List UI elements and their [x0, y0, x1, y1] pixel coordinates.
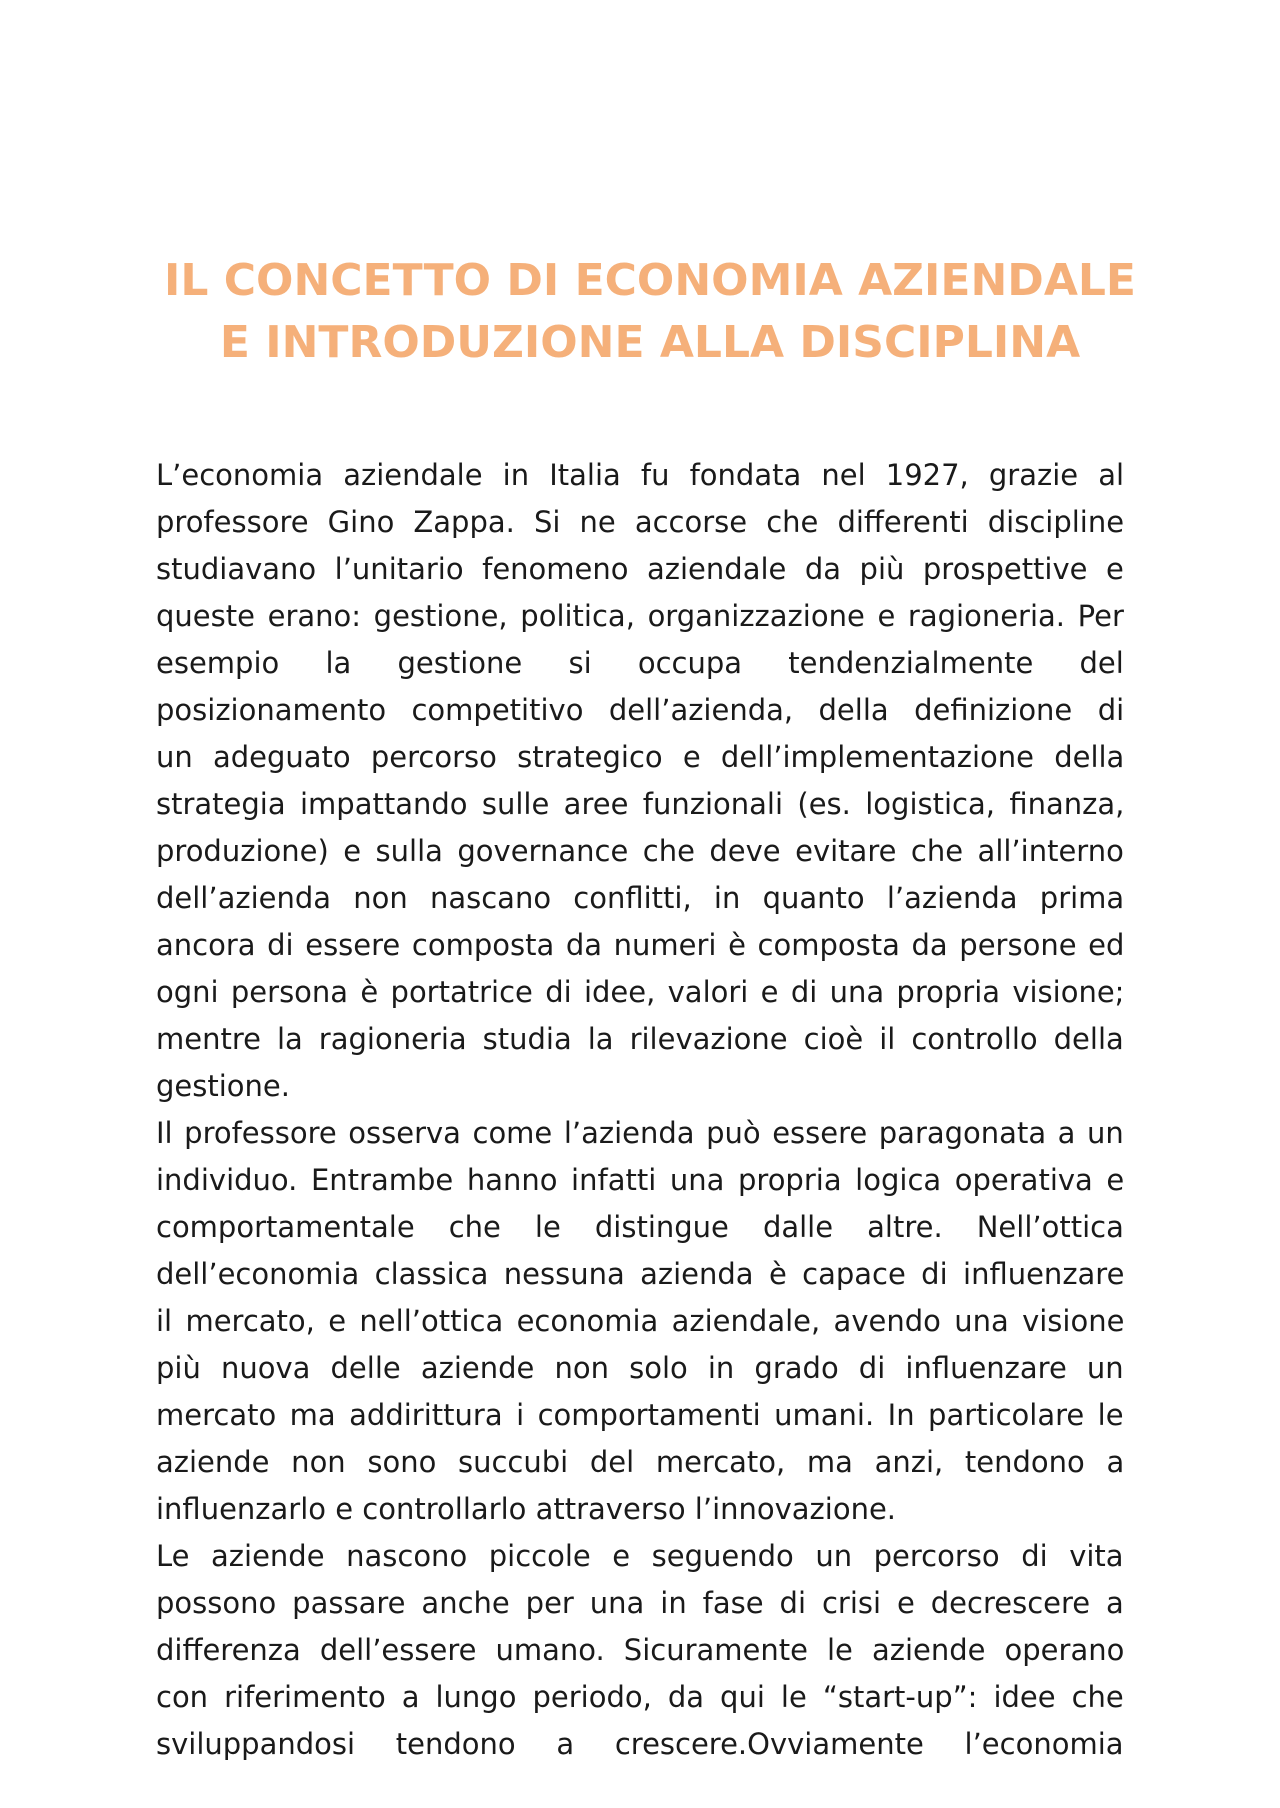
text-line: dell’azienda non nascano conflitti, in quanto l’azienda prima: [156, 881, 1124, 915]
body-text: [156, 452, 1124, 1768]
chapter-title: [150, 250, 1150, 374]
text-line: comportamentale che le distingue dalle altre. Nell’ottica: [156, 1210, 1124, 1244]
text-line: mentre la ragioneria studia la rilevazione cioè il controllo della: [156, 1022, 1124, 1056]
text-line: il mercato, e nell’ottica economia aziendale, avendo una visione: [156, 1304, 1124, 1338]
text-line: mercato ma addirittura i comportamenti umani. In particolare le: [156, 1398, 1124, 1432]
text-line: ancora di essere composta da numeri è composta da persone ed: [156, 928, 1124, 962]
paragraph-3: [156, 1533, 1124, 1768]
text-line: ogni persona è portatrice di idee, valori e di una propria visione;: [156, 975, 1124, 1009]
text-line: queste erano: gestione, politica, organizzazione e ragioneria. Per: [156, 599, 1124, 633]
text-line: sviluppandosi tendono a crescere.Ovviamente l’economia: [156, 1727, 1124, 1761]
text-line: gestione.: [156, 1069, 290, 1103]
chapter-title-line-2: E INTRODUZIONE ALLA DISCIPLINA: [219, 317, 1081, 368]
paragraph-2: [156, 1110, 1124, 1533]
text-line: produzione) e sulla governance che deve evitare che all’interno: [156, 834, 1124, 868]
text-line: aziende non sono succubi del mercato, ma anzi, tendono a: [156, 1445, 1124, 1479]
text-line: differenza dell’essere umano. Sicuramente le aziende operano: [156, 1633, 1124, 1667]
text-line: dell’economia classica nessuna azienda è capace di influenzare: [156, 1257, 1124, 1291]
text-line: Le aziende nascono piccole e seguendo un percorso di vita: [156, 1539, 1124, 1573]
text-line: studiavano l’unitario fenomeno aziendale da più prospettive e: [156, 552, 1124, 586]
paragraph-1: [156, 452, 1124, 1110]
text-line: posizionamento competitivo dell’azienda, della definizione di: [156, 693, 1124, 727]
text-line: con riferimento a lungo periodo, da qui le “start-up”: idee che: [156, 1680, 1124, 1714]
text-line: L’economia aziendale in Italia fu fondata nel 1927, grazie al: [156, 458, 1124, 492]
text-line: strategia impattando sulle aree funzionali (es. logistica, finanza,: [156, 787, 1124, 821]
chapter-title-line-1: IL CONCETTO DI ECONOMIA AZIENDALE: [164, 255, 1136, 306]
text-line: possono passare anche per una in fase di crisi e decrescere a: [156, 1586, 1124, 1620]
text-line: influenzarlo e controllarlo attraverso l’innovazione.: [156, 1492, 897, 1526]
text-line: professore Gino Zappa. Si ne accorse che differenti discipline: [156, 505, 1124, 539]
text-line: Il professore osserva come l’azienda può essere paragonata a un: [156, 1116, 1124, 1150]
text-line: esempio la gestione si occupa tendenzialmente del: [156, 646, 1124, 680]
text-line: più nuova delle aziende non solo in grado di influenzare un: [156, 1351, 1124, 1385]
text-line: un adeguato percorso strategico e dell’implementazione della: [156, 740, 1124, 774]
text-line: individuo. Entrambe hanno infatti una propria logica operativa e: [156, 1163, 1124, 1197]
